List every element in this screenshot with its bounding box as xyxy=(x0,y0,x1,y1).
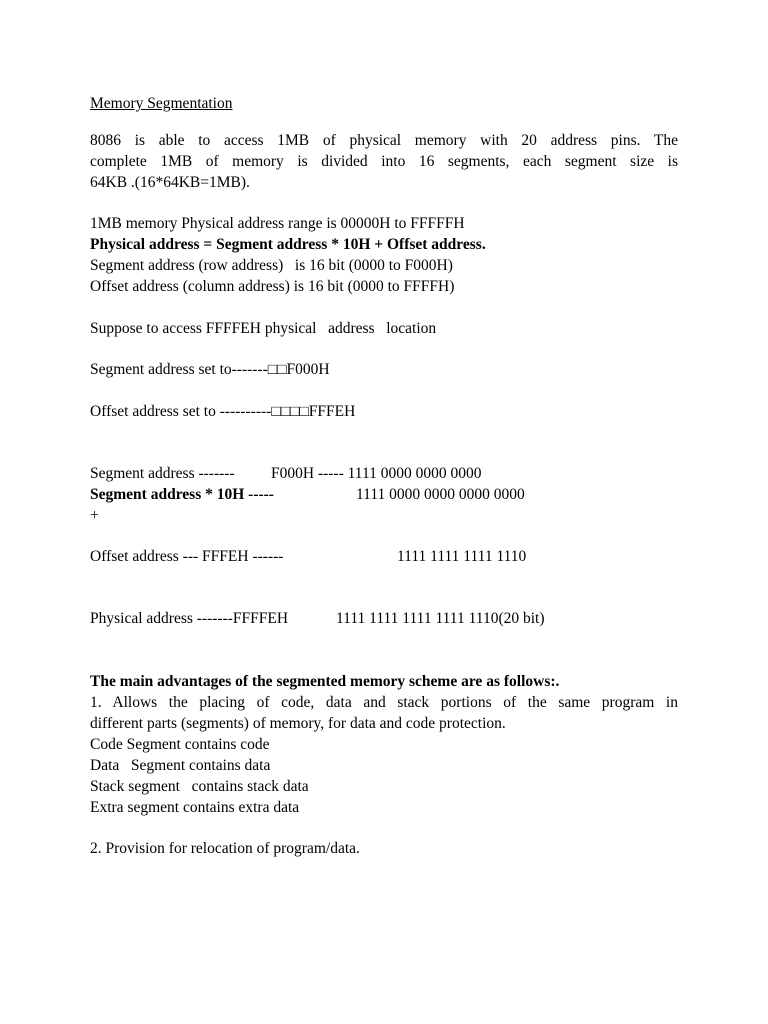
physical-address-formula: Physical address = Segment address * 10H + Offset address. xyxy=(90,236,486,253)
offset-address-definition: Offset address (column address) is 16 bit (0000 to FFFFH) xyxy=(90,278,455,295)
intro-line-2: complete 1MB of memory is divided into 16 segments, each segment size is xyxy=(90,153,678,170)
segment-address-definition: Segment address (row address) is 16 bit (0000 to F000H) xyxy=(90,257,453,274)
advantages-heading: The main advantages of the segmented memory scheme are as follows:. xyxy=(90,673,560,690)
intro-line-1: 8086 is able to access 1MB of physical memory with 20 address pins. The xyxy=(90,132,678,149)
stack-segment-text: Stack segment contains stack data xyxy=(90,778,309,795)
advantage-2-text: 2. Provision for relocation of program/data. xyxy=(90,840,360,857)
calc-segment-x10-label: Segment address * 10H ----- xyxy=(90,486,274,503)
calc-plus-sign: + xyxy=(90,507,99,524)
code-segment-text: Code Segment contains code xyxy=(90,736,270,753)
example-intro-text: Suppose to access FFFFEH physical address location xyxy=(90,320,437,337)
calc-offset-binary: 1111 1111 1111 1110 xyxy=(397,548,527,565)
offset-set-text: Offset address set to ----------□□□□FFFEH xyxy=(90,403,356,420)
address-range-text: 1MB memory Physical address range is 00000H to FFFFFH xyxy=(90,215,465,232)
calc-physical-label: Physical address -------FFFFEH xyxy=(90,610,289,627)
data-segment-text: Data Segment contains data xyxy=(90,757,271,774)
calc-physical-binary: 1111 1111 1111 1111 1110(20 bit) xyxy=(336,610,545,627)
segment-set-text: Segment address set to-------□□F000H xyxy=(90,361,330,378)
calc-offset-label: Offset address --- FFFEH ------ xyxy=(90,548,284,565)
calc-segment-hex: F000H ----- 1111 0000 0000 0000 xyxy=(271,465,482,482)
intro-line-3: 64KB .(16*64KB=1MB). xyxy=(90,174,250,191)
advantage-1-line-2: different parts (segments) of memory, for data and code protection. xyxy=(90,715,506,732)
calc-segment-x10-binary: 1111 0000 0000 0000 0000 xyxy=(356,486,525,503)
calc-segment-label: Segment address ------- xyxy=(90,465,235,482)
advantage-1-line-1: 1. Allows the placing of code, data and stack portions of the same program in xyxy=(90,694,678,711)
page-title: Memory Segmentation xyxy=(90,95,233,112)
extra-segment-text: Extra segment contains extra data xyxy=(90,799,300,816)
